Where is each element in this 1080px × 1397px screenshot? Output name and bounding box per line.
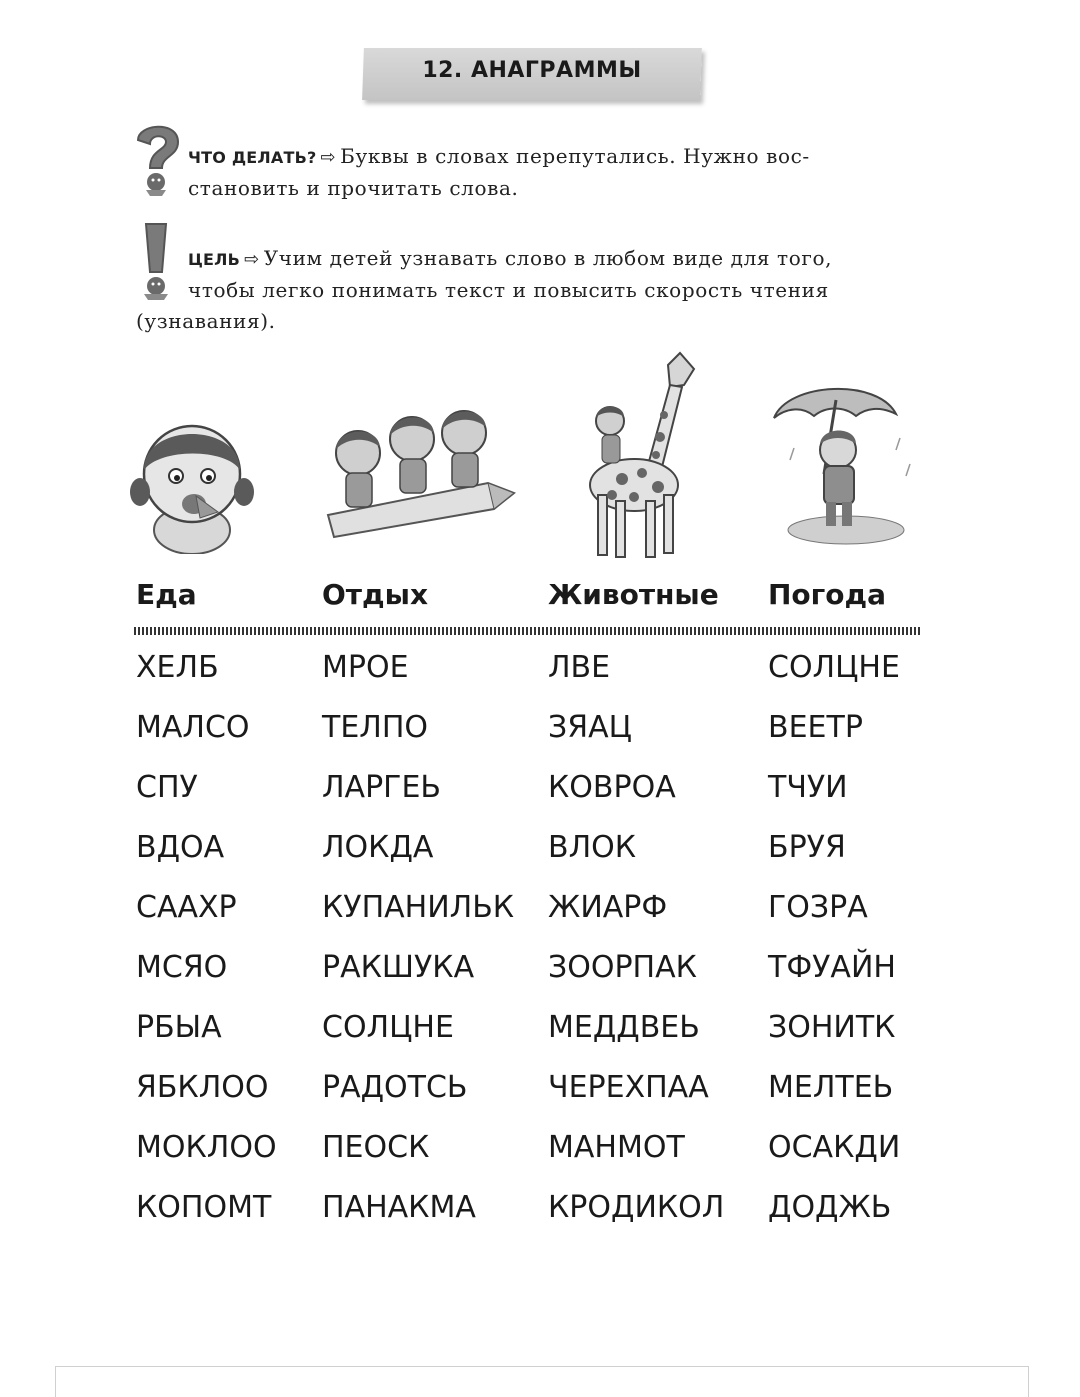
anagram-word: ЛВЕ [548,650,611,685]
task-instruction [188,141,923,204]
anagram-word: СОЛЦНЕ [322,1010,454,1045]
anagram-word: РАКШУКА [322,950,475,985]
anagram-word: ВЛОК [548,830,637,865]
anagram-word: СААХР [136,890,237,925]
anagram-word: МЕДДВЕЬ [548,1010,700,1045]
anagram-word: КРОДИКОЛ [548,1190,725,1225]
girl-eating-illustration [130,412,256,554]
header-divider [134,627,922,635]
page-title: 12. АНАГРАММЫ [422,58,642,83]
anagram-word: ВЕЕТР [768,710,863,745]
anagram-word: ПЕОСК [322,1130,430,1165]
anagram-word: РБЫА [136,1010,222,1045]
column-heading-weather: Погода [768,578,887,611]
question-mark-icon [132,120,184,198]
anagram-word: ГОЗРА [768,890,868,925]
anagram-word: ЗЯАЦ [548,710,632,745]
anagram-word: ДОДЖЬ [768,1190,892,1225]
anagram-word: СОЛЦНЕ [768,650,900,685]
anagram-word: ТЧУИ [768,770,848,805]
goal-text-line2: чтобы легко понимать текст и повысить скорость чтения [188,278,829,302]
anagram-word: РАДОТСЬ [322,1070,468,1105]
anagram-word: ЛАРГЕЬ [322,770,442,805]
anagram-word: МЕЛТЕЬ [768,1070,894,1105]
arrow-right-icon: ⇨ [244,249,260,270]
task-text-line2: становить и прочитать слова. [188,176,519,200]
anagram-word: МСЯО [136,950,228,985]
anagram-word: ВДОА [136,830,225,865]
anagram-word: ЧЕРЕХПАА [548,1070,709,1105]
anagram-word: КУПАНИЛЬК [322,890,515,925]
anagram-word: ТЕЛПО [322,710,429,745]
anagram-word: МАЛСО [136,710,250,745]
anagram-word: ТФУАЙН [768,950,896,985]
next-page-edge [55,1366,1029,1397]
anagram-word: МРОЕ [322,650,409,685]
anagram-word: СПУ [136,770,198,805]
kids-on-pencil-illustration [318,405,520,545]
anagram-word: ХЕЛБ [136,650,219,685]
arrow-right-icon: ⇨ [320,147,337,168]
goal-text-line1: Учим детей узнавать слово в любом виде для того, [263,246,833,270]
anagram-word: МОКЛОО [136,1130,277,1165]
goal-label: ЦЕЛЬ [188,250,241,269]
anagram-word: МАНМОТ [548,1130,685,1165]
task-text-line1: Буквы в словах перепутались. Нужно вос- [340,144,810,168]
anagram-word: КОПОМТ [136,1190,272,1225]
task-label: ЧТО ДЕЛАТЬ? [188,148,317,167]
column-heading-food: Еда [136,578,197,611]
anagram-word: БРУЯ [768,830,846,865]
giraffe-with-child-illustration [572,345,704,560]
anagram-word: ОСАКДИ [768,1130,901,1165]
goal-instruction [136,243,924,337]
column-heading-leisure: Отдых [322,578,429,611]
anagram-word: ЯБКЛОО [136,1070,269,1105]
anagram-word: ЗОНИТК [768,1010,896,1045]
anagram-word: КОВРОА [548,770,676,805]
goal-text-line3: (узнавания). [136,309,276,333]
anagram-word: ЖИАРФ [548,890,668,925]
anagram-word: ЛОКДА [322,830,434,865]
child-with-umbrella-illustration [768,378,924,548]
anagram-word: ПАНАКМА [322,1190,476,1225]
anagram-word: ЗООРПАК [548,950,697,985]
column-heading-animals: Животные [548,578,719,611]
